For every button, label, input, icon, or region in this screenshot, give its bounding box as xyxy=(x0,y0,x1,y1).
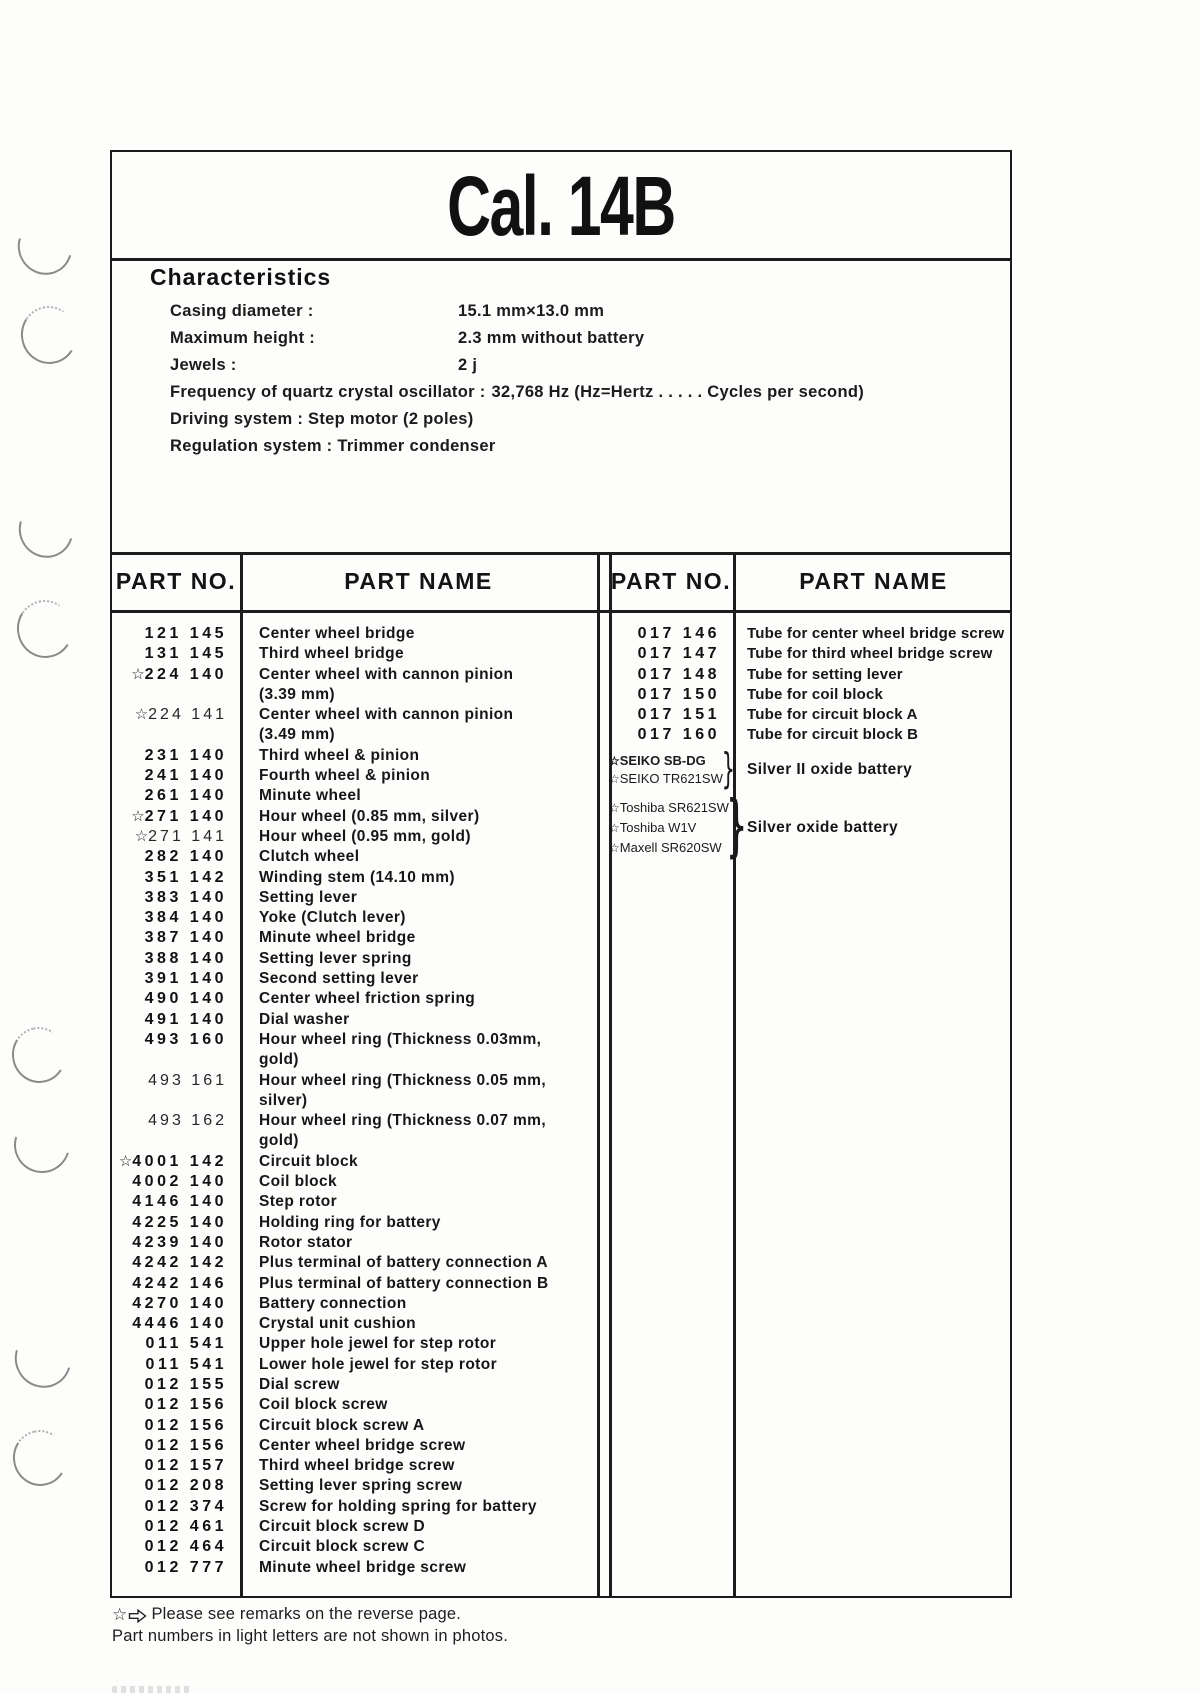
part-name-cell: Dial screw xyxy=(259,1375,340,1393)
table-row xyxy=(609,725,1014,745)
table-row xyxy=(112,827,599,847)
right-arrow-icon xyxy=(128,1609,147,1623)
part-name-cell: Coil block xyxy=(259,1173,338,1191)
part-name-cell: Winding stem (14.10 mm) xyxy=(259,868,455,886)
part-name-cell: Third wheel bridge xyxy=(259,645,404,663)
left-parts-table xyxy=(112,610,599,1578)
table-row xyxy=(112,847,599,867)
table-row xyxy=(112,1253,599,1273)
part-no-cell: 4242 146 xyxy=(132,1274,227,1292)
table-row xyxy=(112,868,599,888)
table-row xyxy=(112,1111,599,1152)
characteristic-label: Casing diameter : xyxy=(170,302,314,320)
part-name-cell: Tube for circuit block B xyxy=(747,726,919,744)
star-icon: ☆ xyxy=(112,1605,128,1624)
left-part-name-header: PART NAME xyxy=(344,567,493,594)
table-row xyxy=(112,908,599,928)
footnote-line-2 xyxy=(112,1626,508,1648)
table-row xyxy=(112,746,599,766)
table-row xyxy=(112,1294,599,1314)
part-name-cell: Plus terminal of battery connection B xyxy=(259,1274,549,1292)
table-row xyxy=(112,989,599,1009)
part-no-cell: 012 777 xyxy=(144,1558,227,1576)
table-row xyxy=(112,1416,599,1436)
part-no-cell: 241 140 xyxy=(144,767,227,785)
star-icon: ☆ xyxy=(134,706,149,724)
table-row xyxy=(112,1375,599,1395)
characteristics-list xyxy=(170,302,990,464)
table-row xyxy=(112,1010,599,1030)
right-part-name-header: PART NAME xyxy=(799,567,948,594)
part-name-cell: Setting lever xyxy=(259,888,358,906)
characteristic-label: Jewels : xyxy=(170,356,237,374)
punch-hole-mark xyxy=(8,210,82,285)
table-row xyxy=(112,1172,599,1192)
part-no-cell: 4446 140 xyxy=(132,1315,227,1333)
table-row xyxy=(112,786,599,806)
table-row xyxy=(609,705,1014,725)
table-row xyxy=(112,949,599,969)
part-name-cell: Circuit block screw C xyxy=(259,1538,426,1556)
part-name-cell: Screw for holding spring for battery xyxy=(259,1497,537,1515)
part-name-cell: Center wheel bridge xyxy=(259,625,415,642)
part-name-cell: Step rotor xyxy=(259,1193,338,1211)
punch-hole-mark xyxy=(8,1425,72,1491)
part-name-cell: Hour wheel (0.85 mm, silver) xyxy=(259,807,480,825)
table-row xyxy=(112,1395,599,1415)
table-row xyxy=(112,969,599,989)
part-no-cell: 4270 140 xyxy=(132,1294,227,1312)
characteristic-label: Frequency of quartz crystal oscillator : xyxy=(170,383,486,401)
table-row xyxy=(112,766,599,786)
page-title-text: Cal. 14B xyxy=(447,157,675,253)
table-row xyxy=(609,624,1014,644)
star-icon: ☆ xyxy=(609,753,620,768)
battery-type-label: Silver oxide battery xyxy=(747,818,899,836)
battery-brand: ☆Toshiba W1V xyxy=(609,819,697,835)
table-row xyxy=(112,1274,599,1294)
part-name-cell: Tube for setting lever xyxy=(747,665,903,683)
punch-hole-mark xyxy=(7,1022,71,1088)
part-name-cell: Holding ring for battery xyxy=(259,1213,441,1231)
characteristic-label: Regulation system : Trimmer condenser xyxy=(170,437,496,455)
part-no-cell: 121 145 xyxy=(144,625,227,642)
part-no-cell: 017 147 xyxy=(637,645,720,663)
part-no-cell: 017 146 xyxy=(637,625,720,642)
battery-type-label: Silver II oxide battery xyxy=(747,761,913,779)
table-row xyxy=(112,665,599,706)
characteristic-label: Maximum height : xyxy=(170,329,316,347)
part-no-cell: 391 140 xyxy=(144,970,227,988)
part-no-cell: 012 464 xyxy=(144,1538,227,1556)
battery-group xyxy=(609,744,1014,794)
punch-hole-mark xyxy=(4,1107,80,1183)
characteristic-row xyxy=(170,383,990,410)
part-name-cell: Setting lever spring xyxy=(259,949,412,967)
document-frame xyxy=(110,150,1012,1598)
part-no-cell: 012 208 xyxy=(144,1477,227,1495)
part-no-cell: ☆224 140 xyxy=(131,665,227,683)
characteristic-row xyxy=(170,410,990,437)
part-no-cell: 017 150 xyxy=(637,685,720,703)
part-no-cell: 4225 140 xyxy=(132,1213,227,1231)
part-name-cell: Circuit block xyxy=(259,1152,359,1170)
part-name-cell: Crystal unit cushion xyxy=(259,1315,416,1333)
table-row xyxy=(609,685,1014,705)
part-name-cell: Hour wheel (0.95 mm, gold) xyxy=(259,827,471,845)
part-name-cell: Second setting lever xyxy=(259,970,419,988)
part-no-cell: 493 161 xyxy=(148,1071,227,1089)
characteristic-value: 15.1 mm×13.0 mm xyxy=(458,302,605,320)
table-row xyxy=(112,888,599,908)
part-name-cell: Fourth wheel & pinion xyxy=(259,767,431,785)
part-no-cell: 012 461 xyxy=(144,1518,227,1536)
battery-brand: ☆Maxell SR620SW xyxy=(609,839,722,855)
part-no-cell: 388 140 xyxy=(144,949,227,967)
part-no-cell: 387 140 xyxy=(144,929,227,947)
star-icon: ☆ xyxy=(131,665,145,683)
part-no-cell: 231 140 xyxy=(144,746,227,764)
characteristic-label: Driving system : Step motor (2 poles) xyxy=(170,410,474,428)
battery-brand: ☆SEIKO TR621SW xyxy=(609,771,723,787)
part-name-cell: Hour wheel ring (Thickness 0.03mm, gold) xyxy=(259,1030,542,1069)
table-row xyxy=(112,1355,599,1375)
characteristics-heading: Characteristics xyxy=(150,264,332,290)
characteristic-row xyxy=(170,356,990,383)
part-name-cell: Center wheel with cannon pinion (3.39 mm) xyxy=(259,665,514,703)
part-no-cell: 131 145 xyxy=(144,645,227,663)
table-row xyxy=(112,705,599,746)
part-name-cell: Minute wheel bridge xyxy=(259,929,416,947)
table-row xyxy=(112,1537,599,1557)
part-name-cell: Yoke (Clutch lever) xyxy=(259,909,406,927)
table-row xyxy=(112,1558,599,1578)
characteristic-value: 32,768 Hz (Hz=Hertz . . . . . Cycles per second) xyxy=(491,383,864,401)
characteristic-row xyxy=(170,329,990,356)
part-no-cell: 282 140 xyxy=(144,848,227,866)
part-name-cell: Clutch wheel xyxy=(259,848,360,866)
part-name-cell: Circuit block screw A xyxy=(259,1416,425,1434)
star-icon: ☆ xyxy=(609,800,620,815)
star-icon: ☆ xyxy=(609,772,620,787)
punch-hole-mark xyxy=(12,595,79,663)
punch-hole-mark xyxy=(9,493,83,568)
table-row xyxy=(112,1233,599,1253)
part-name-cell: Rotor stator xyxy=(259,1233,353,1251)
right-parts-table xyxy=(609,610,1014,866)
part-no-cell: 351 142 xyxy=(144,868,227,886)
table-row xyxy=(112,1456,599,1476)
characteristic-row xyxy=(170,437,990,464)
part-no-cell: 384 140 xyxy=(144,909,227,927)
part-name-cell: Center wheel with cannon pinion (3.49 mm) xyxy=(259,706,514,744)
part-name-cell: Tube for coil block xyxy=(747,685,884,703)
table-row xyxy=(112,624,599,644)
battery-group xyxy=(609,786,1014,866)
part-no-cell: 4146 140 xyxy=(132,1193,227,1211)
part-no-cell: 4002 140 xyxy=(132,1173,227,1191)
part-name-cell: Minute wheel bridge screw xyxy=(259,1558,467,1576)
part-no-cell: 017 151 xyxy=(637,706,720,724)
part-name-cell: Minute wheel xyxy=(259,787,362,805)
part-no-cell: 011 541 xyxy=(145,1335,227,1353)
part-name-cell: Dial washer xyxy=(259,1010,350,1028)
table-row xyxy=(609,665,1014,685)
table-row xyxy=(112,1192,599,1212)
part-no-cell: 012 374 xyxy=(144,1497,227,1515)
part-name-cell: Third wheel & pinion xyxy=(259,746,420,764)
part-no-cell: ☆224 141 xyxy=(134,706,227,724)
group-brace: } xyxy=(725,786,748,866)
part-name-cell: Third wheel bridge screw xyxy=(259,1457,455,1475)
part-name-cell: Lower hole jewel for step rotor xyxy=(259,1355,498,1373)
part-name-cell: Hour wheel ring (Thickness 0.07 mm, gold) xyxy=(259,1112,547,1150)
part-no-cell: 4239 140 xyxy=(132,1233,227,1251)
star-icon: ☆ xyxy=(118,1152,133,1170)
title-divider-line xyxy=(112,258,1010,261)
part-no-cell: 012 155 xyxy=(144,1375,227,1393)
table-row xyxy=(112,1213,599,1233)
table-row xyxy=(112,1071,599,1112)
part-name-cell: Tube for circuit block A xyxy=(747,706,918,724)
star-icon: ☆ xyxy=(609,820,620,835)
part-name-cell: Setting lever spring screw xyxy=(259,1477,463,1495)
star-icon: ☆ xyxy=(609,840,620,855)
table-row xyxy=(112,1152,599,1172)
battery-brand: ☆Toshiba SR621SW xyxy=(609,799,729,815)
part-no-cell: 012 156 xyxy=(144,1396,227,1414)
star-icon: ☆ xyxy=(134,827,149,845)
punch-hole-mark xyxy=(16,301,83,369)
part-no-cell: ☆271 141 xyxy=(134,827,227,845)
table-row xyxy=(112,807,599,827)
footnote-line-1 xyxy=(112,1604,508,1626)
characteristic-value: 2.3 mm without battery xyxy=(458,329,645,347)
part-name-cell: Tube for third wheel bridge screw xyxy=(747,645,993,663)
part-no-cell: ☆271 140 xyxy=(131,807,227,825)
part-no-cell: 012 156 xyxy=(144,1436,227,1454)
part-name-cell: Tube for center wheel bridge screw xyxy=(747,625,1005,642)
characteristic-row xyxy=(170,302,990,329)
part-no-cell: 383 140 xyxy=(144,888,227,906)
table-row xyxy=(112,644,599,664)
part-name-cell: Hour wheel ring (Thickness 0.05 mm, silver) xyxy=(259,1071,547,1109)
part-name-cell: Upper hole jewel for step rotor xyxy=(259,1335,497,1353)
part-no-cell: 011 541 xyxy=(145,1355,227,1373)
star-icon: ☆ xyxy=(131,807,145,825)
part-name-cell: Coil block screw xyxy=(259,1396,388,1414)
battery-brand: ☆SEIKO SB-DG xyxy=(609,752,706,768)
table-row xyxy=(112,1314,599,1334)
part-name-cell: Center wheel bridge screw xyxy=(259,1436,466,1454)
part-no-cell: 493 160 xyxy=(144,1030,227,1048)
part-no-cell: 012 157 xyxy=(144,1457,227,1475)
part-name-cell: Plus terminal of battery connection A xyxy=(259,1254,548,1272)
table-row xyxy=(112,1334,599,1354)
group-brace: } xyxy=(721,744,736,794)
part-name-cell: Center wheel friction spring xyxy=(259,990,476,1008)
part-no-cell: 261 140 xyxy=(144,787,227,805)
table-row xyxy=(112,1476,599,1496)
part-no-cell: 017 148 xyxy=(637,665,720,683)
table-row xyxy=(112,1030,599,1071)
punch-hole-mark xyxy=(5,1320,82,1398)
part-no-cell: 017 160 xyxy=(637,726,720,744)
footnotes xyxy=(112,1604,508,1647)
table-row xyxy=(112,928,599,948)
characteristic-value: 2 j xyxy=(458,356,478,374)
table-row xyxy=(609,644,1014,664)
part-no-cell: 4242 142 xyxy=(132,1254,227,1272)
part-no-cell: 493 162 xyxy=(148,1112,227,1130)
footnote-text-1: Please see remarks on the reverse page. xyxy=(151,1605,461,1623)
part-name-cell: Circuit block screw D xyxy=(259,1518,426,1536)
part-no-cell: ☆4001 142 xyxy=(118,1152,227,1170)
part-name-cell: Battery connection xyxy=(259,1294,407,1312)
footnote-text-2: Part numbers in light letters are not shown in photos. xyxy=(112,1626,509,1645)
part-no-cell: 490 140 xyxy=(144,990,227,1008)
left-part-no-header: PART NO. xyxy=(115,567,237,594)
scan-smudge xyxy=(112,1686,190,1693)
right-part-no-header: PART NO. xyxy=(610,567,732,594)
table-row xyxy=(112,1517,599,1537)
page-title xyxy=(112,154,1010,258)
table-row xyxy=(112,1497,599,1517)
part-no-cell: 491 140 xyxy=(144,1010,227,1028)
table-row xyxy=(112,1436,599,1456)
part-no-cell: 012 156 xyxy=(144,1416,227,1434)
